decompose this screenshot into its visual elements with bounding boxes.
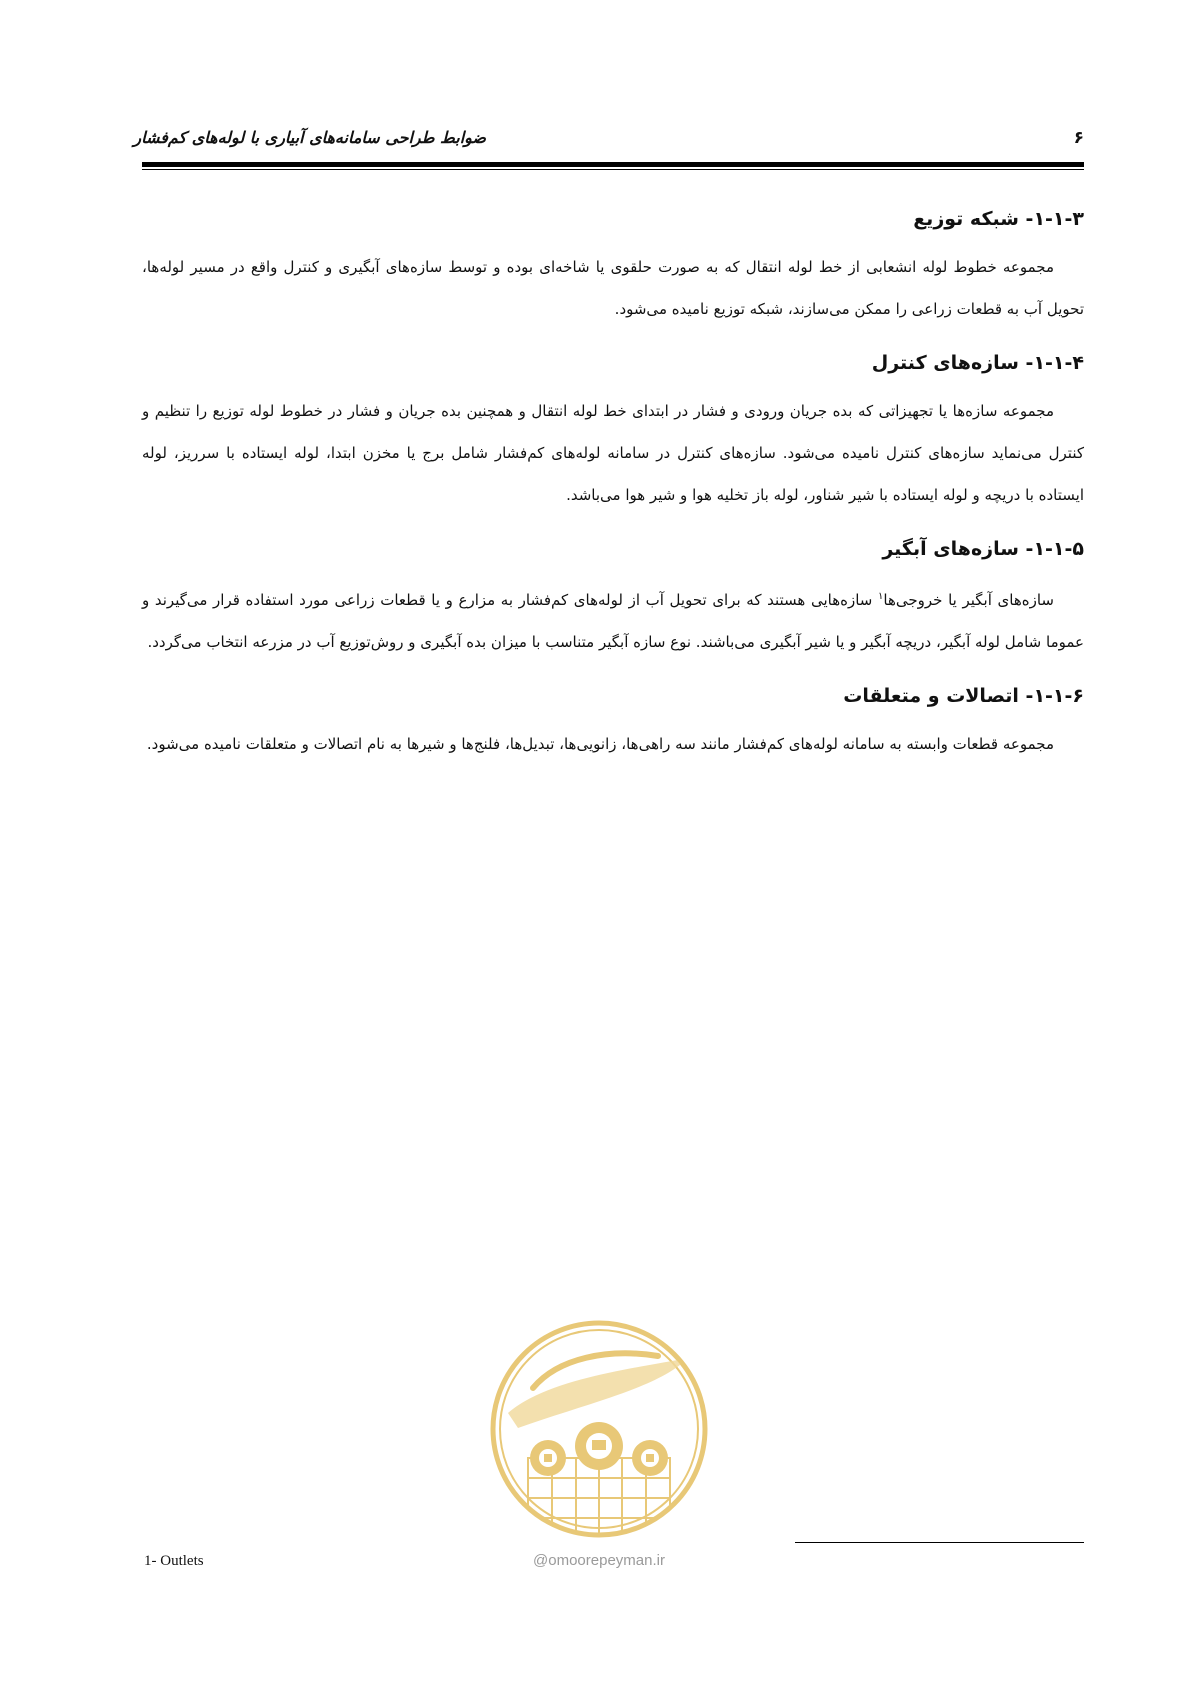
page-number: ۶: [1073, 128, 1084, 148]
section-paragraph: [142, 576, 1084, 663]
header-rule-thick: [142, 162, 1084, 167]
footnote: 1- Outlets: [144, 1553, 204, 1569]
footnote-separator: [795, 1542, 1084, 1543]
document-body: [142, 208, 1084, 787]
section-heading: ۱-۱-۶- اتصالات و متعلقات: [843, 685, 1084, 707]
section-control-structures: [142, 352, 1084, 516]
section-fittings-accessories: [142, 685, 1084, 765]
watermark-logo-icon: [488, 1318, 710, 1540]
watermark-url: @omoorepeyman.ir: [533, 1552, 665, 1569]
section-heading: ۱-۱-۳- شبکه توزیع: [913, 208, 1084, 230]
paragraph-text-end: سازه‌هایی هستند که برای تحویل آب از لوله‌های کم‌فشار به مزارع و یا قطعات زراعی مورد استفاده قرار می‌گیرند و عموما شامل لوله آبگیر، دریچه آبگیر و یا شیر آبگیری می‌باشند. نوع سازه آبگیر متناسب با میزان بده آبگیری و روش‌توزیع آب در مزرعه انتخاب می‌گردد.: [142, 591, 1084, 651]
section-paragraph: مجموعه قطعات وابسته به سامانه لوله‌های کم‌فشار مانند سه راهی‌ها، زانویی‌ها، تبدیل‌ها، فلنج‌ها و شیرها به نام اتصالات و متعلقات نامیده می‌شود.: [146, 735, 1054, 753]
watermark-logo: [488, 1318, 710, 1540]
paragraph-text-start: سازه‌های آبگیر یا خروجی‌ها: [883, 591, 1054, 609]
section-heading: ۱-۱-۵- سازه‌های آبگیر: [882, 538, 1084, 560]
section-heading: ۱-۱-۴- سازه‌های کنترل: [871, 352, 1084, 374]
section-outlet-structures: [142, 538, 1084, 663]
running-header-title: ضوابط طراحی سامانه‌های آبیاری با لوله‌های کم‌فشار: [133, 128, 486, 147]
header-rule-thin: [142, 169, 1084, 170]
watermark-url-text: omoorepeyman.ir: [548, 1552, 665, 1569]
section-paragraph: مجموعه سازه‌ها یا تجهیزاتی که بده جریان ورودی و فشار در ابتدای خط لوله انتقال و همچنین بده جریان و فشار در خطوط لوله توزیع را تنظیم و کنترل می‌نماید سازه‌های کنترل نامیده می‌شود. سازه‌های کنترل در سامانه لوله‌های کم‌فشار شامل برج یا مخزن ابتدا، لوله ایستاده با سرریز، لوله ایستاده با دریچه و لوله ایستاده با شیر شناور، لوله باز تخلیه هوا و شیر هوا می‌باشد.: [142, 402, 1084, 504]
section-distribution-network: [142, 208, 1084, 330]
section-paragraph: مجموعه خطوط لوله انشعابی از خط لوله انتقال که به صورت حلقوی یا شاخه‌ای بوده و توسط سازه‌های آبگیری و کنترل واقع در مسیر لوله‌ها، تحویل آب به قطعات زراعی را ممکن می‌سازند، شبکه توزیع نامیده می‌شود.: [142, 258, 1084, 318]
footnote-reference[interactable]: ۱: [878, 591, 884, 602]
